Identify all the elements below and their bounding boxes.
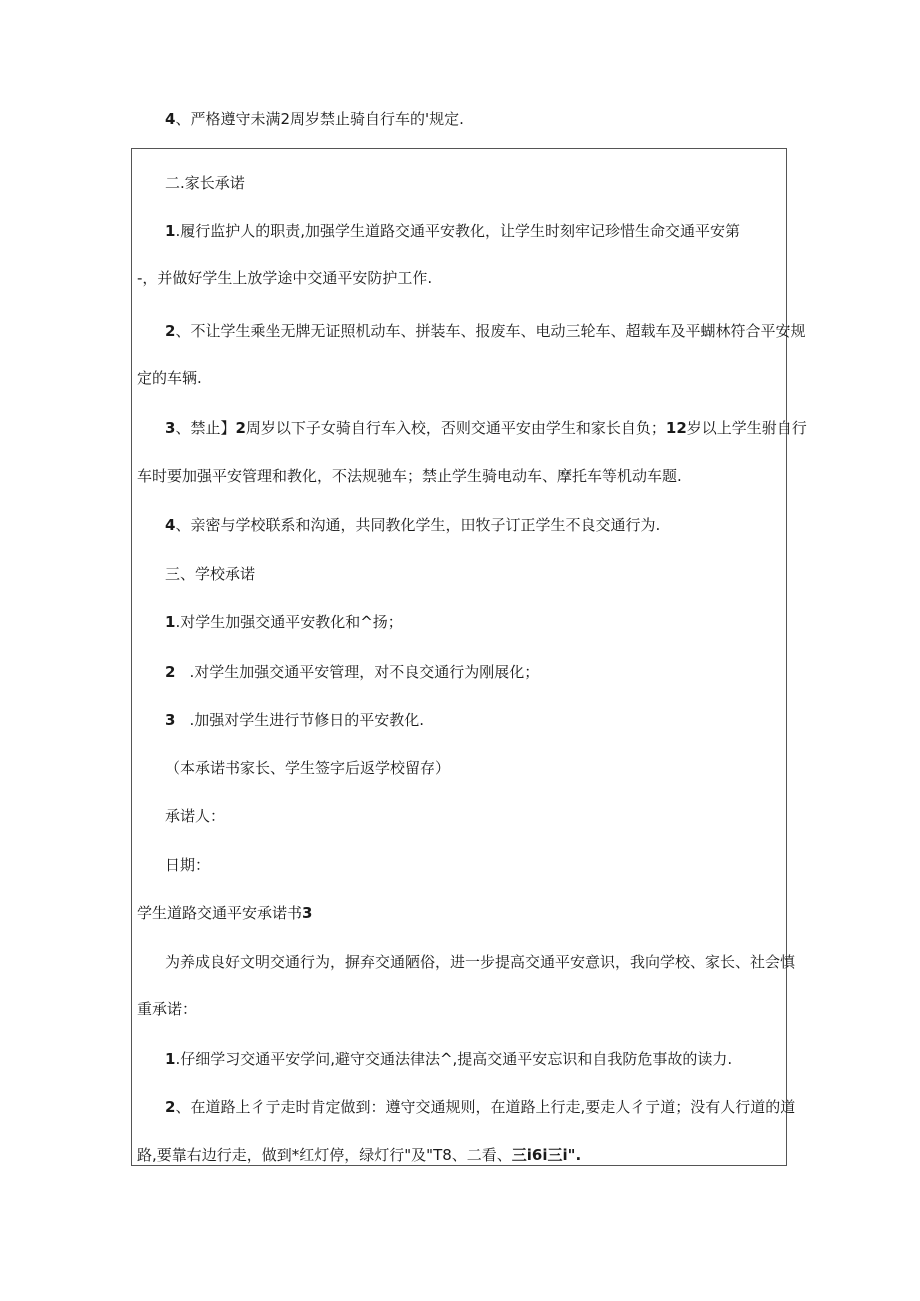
content-frame: [131, 148, 787, 1166]
top-item-4: 4、严格遵守未满2周岁禁止骑自行车的'规定.: [165, 110, 464, 128]
signer-label: 承诺人：: [165, 807, 226, 825]
doc3-title: 学生道路交通平安承诺书3: [137, 904, 313, 922]
parent-item-2-line1: 2、不让学生乘坐无牌无证照机动车、拼装车、报废车、电动三轮车、超载车及平蝴林符合平安规: [165, 322, 806, 340]
parent-item-3-line2: 车时要加强平安管理和教化，不法规驰车；禁止学生骑电动车、摩托车等机动车题.: [137, 467, 682, 485]
doc3-intro-line2: 重承诺：: [137, 1000, 198, 1018]
doc3-intro-line1: 为养成良好文明交通行为，摒弃交通陋俗，进一步提高交通平安意识，我向学校、家长、社会慎: [165, 953, 796, 971]
date-label: 日期：: [165, 856, 211, 874]
parent-item-3-line1: 3、禁止】2周岁以下子女骑自行车入校，否则交通平安由学生和家长自负；12岁以上学生驸自行: [165, 419, 807, 437]
parent-item-1-line1: 1.履行监护人的职责,加强学生道路交通平安教化，让学生时刻牢记珍惜生命交通平安第: [165, 222, 740, 240]
parent-section-heading: 二.家长承诺: [165, 174, 245, 192]
parent-item-1-line2: -，并做好学生上放学途中交通平安防护工作.: [137, 269, 433, 287]
school-section-heading: 三、学校承诺: [165, 565, 256, 583]
parent-item-2-line2: 定的车辆.: [137, 369, 202, 387]
parent-item-4: 4、亲密与学校联系和沟通，共同教化学生，田牧子订正学生不良交通行为.: [165, 516, 661, 534]
school-item-3: 3 .加强对学生进行节修日的平安教化.: [165, 711, 424, 729]
school-item-1: 1.对学生加强交通平安教化和^扬；: [165, 613, 403, 631]
doc3-item-1: 1.仔细学习交通平安学问,避守交通法律法^,提高交通平安忘识和自我防危事故的读力.: [165, 1050, 733, 1068]
doc3-item-2-line1: 2、在道路上彳亍走时肯定做到：遵守交通规则，在道路上行走,要走人彳亍道；没有人行道的道: [165, 1098, 796, 1116]
retention-note: （本承诺书家长、学生签字后返学校留存）: [165, 759, 451, 777]
school-item-2: 2 .对学生加强交通平安管理，对不良交通行为刚展化；: [165, 663, 540, 681]
doc3-item-2-line2: 路,要靠右边行走，做到*红灯停，绿灯行"及"T8、二看、三i6i三i".: [137, 1146, 582, 1164]
